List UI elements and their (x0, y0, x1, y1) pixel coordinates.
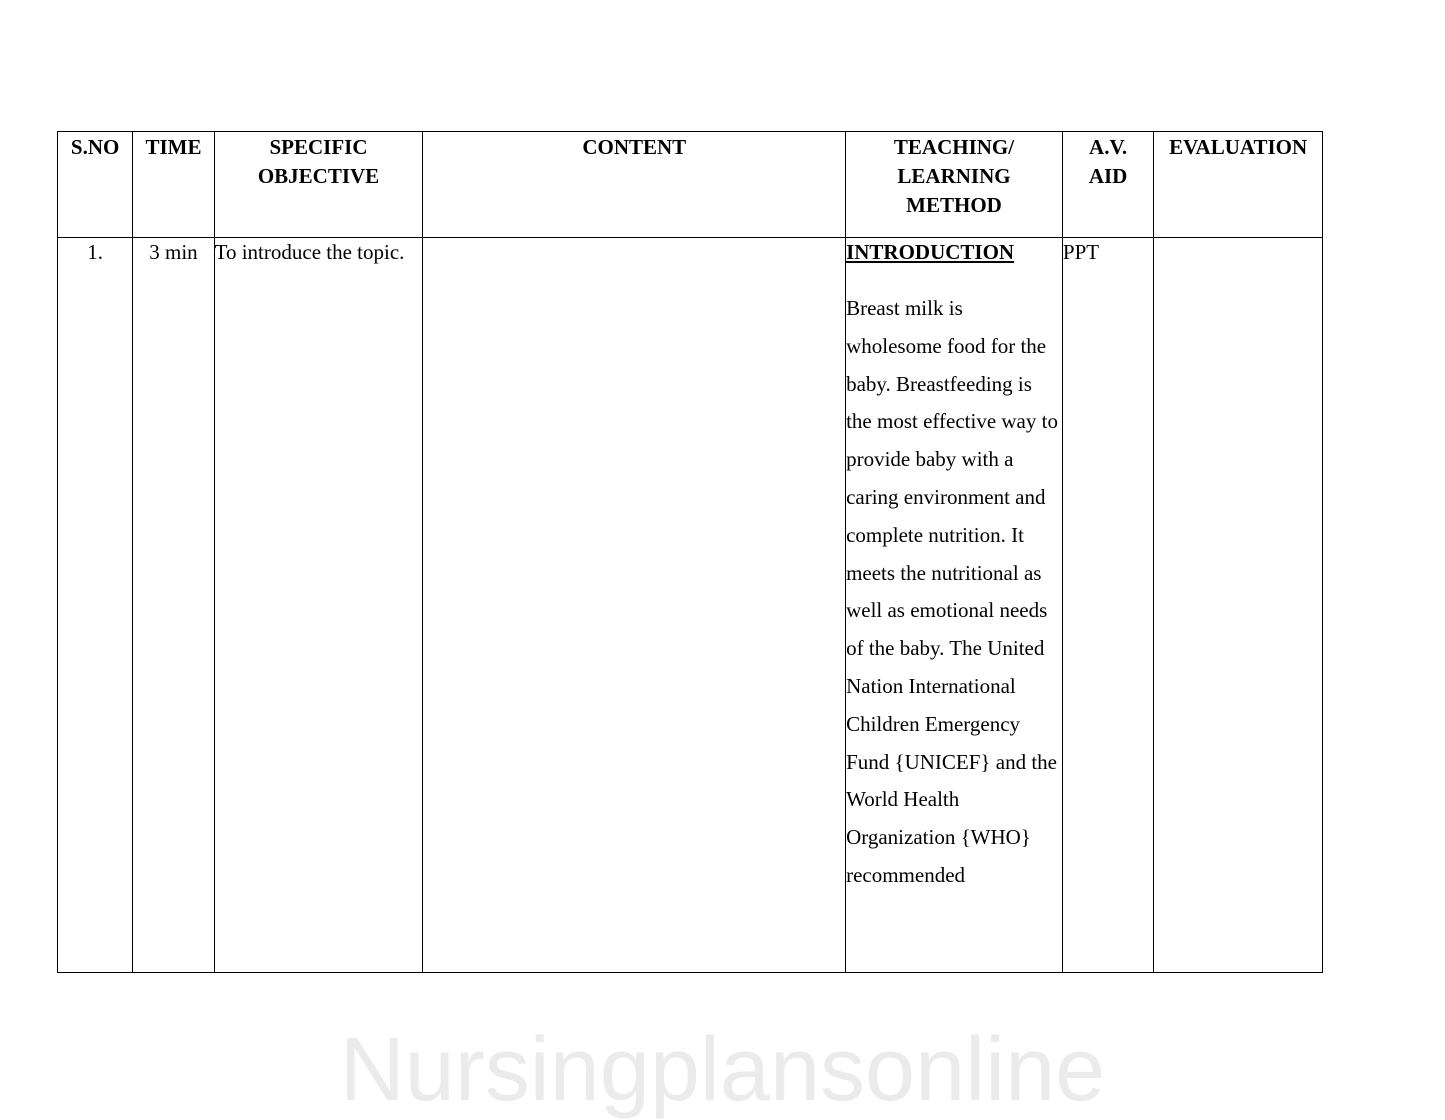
header-aid (1062, 132, 1153, 238)
cell-evaluation (1154, 238, 1323, 973)
header-objective (214, 132, 423, 238)
cell-method (846, 238, 1063, 973)
header-time: TIME (133, 132, 214, 238)
method-body: Breast milk is wholesome food for the baby. Breastfeeding is the most effective way to provide baby with a caring environment and complete nutrition. It meets the nutritional as well as emotional needs of the baby. The United Nation International Children Emergency Fund {UNICEF} and the World Health Organization {WHO} recommended (846, 296, 1058, 887)
method-heading: INTRODUCTION (846, 240, 1015, 264)
header-objective-label: SPECIFIC OBJECTIVE (257, 135, 380, 188)
table-row (58, 238, 1323, 973)
header-aid-label: A.V. AID (1088, 135, 1128, 188)
header-evaluation: EVALUATION (1154, 132, 1323, 238)
header-content: CONTENT (423, 132, 846, 238)
cell-aid: PPT (1062, 238, 1153, 973)
header-row (58, 132, 1323, 238)
lesson-plan-table (57, 131, 1323, 973)
watermark: Nursingplansonline (339, 1020, 1106, 1120)
cell-content (423, 238, 846, 973)
cell-objective: To introduce the topic. (214, 238, 423, 973)
header-method (846, 132, 1063, 238)
header-method-label: TEACHING/ LEARNING METHOD (893, 135, 1015, 217)
cell-time: 3 min (133, 238, 214, 973)
header-sno: S.NO (58, 132, 133, 238)
cell-sno: 1. (58, 238, 133, 973)
